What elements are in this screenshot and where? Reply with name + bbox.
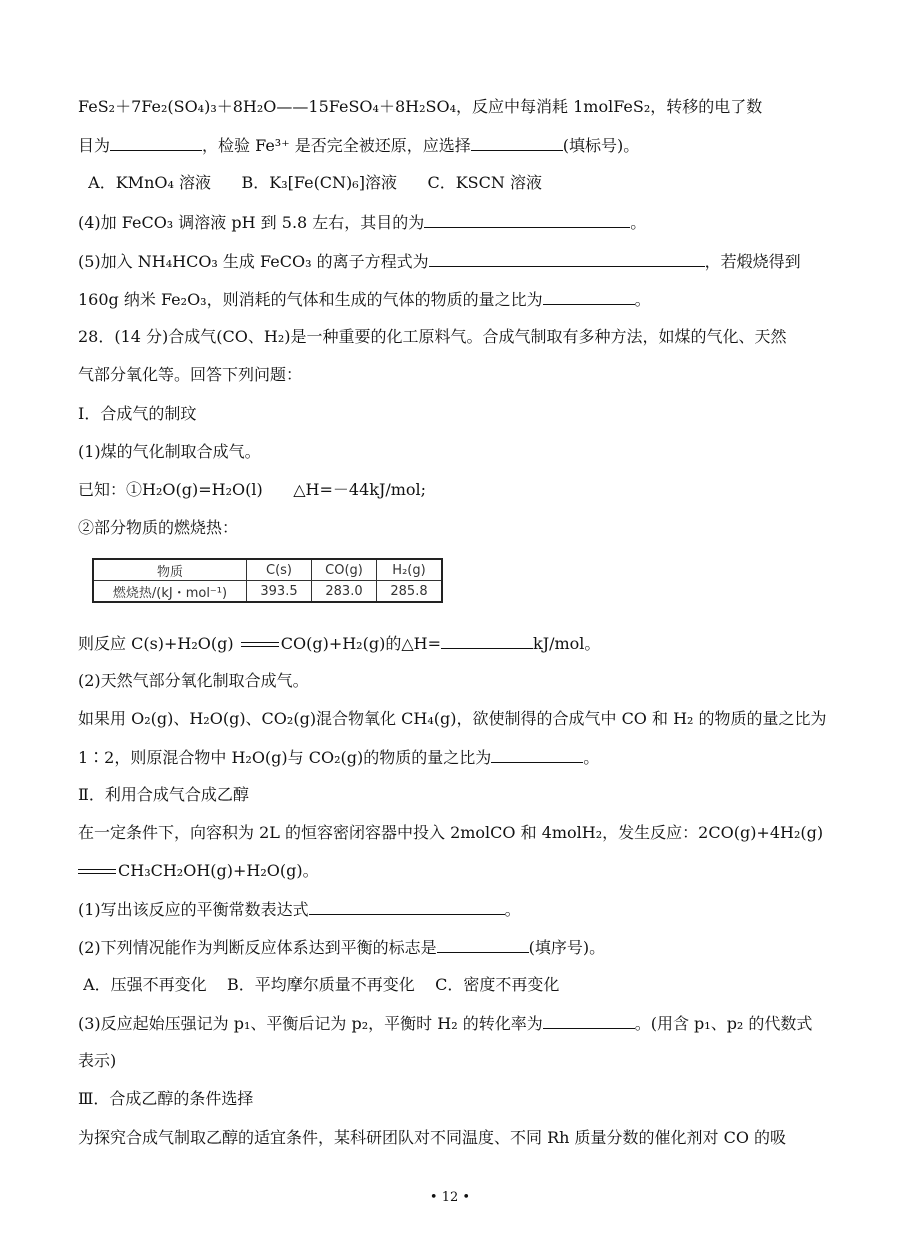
section-heading-1: I．合成气的制玟	[78, 404, 197, 423]
text-line-2	[78, 134, 639, 157]
given-data: 已知：①H₂O(g)=H₂O(l) △H=－44kJ/mol;	[78, 480, 427, 499]
table-cell: 物质	[93, 559, 247, 581]
equilibrium-arrow-icon	[78, 868, 116, 876]
text-segment: 。	[504, 900, 521, 919]
text-segment: CH₃CH₂OH(g)+H₂O(g)。	[118, 861, 319, 880]
page-number: • 12 •	[429, 1190, 471, 1205]
text-segment: (1)写出该反应的平衡常数表达式	[78, 900, 309, 919]
table-cell: 285.8	[377, 581, 443, 603]
question-5	[78, 250, 801, 273]
given-data-2: ②部分物质的燃烧热：	[78, 518, 239, 537]
subquestion-ii-2	[78, 936, 605, 959]
answer-blank[interactable]	[471, 134, 563, 151]
section-heading-2: Ⅱ．利用合成气合成乙醇	[78, 785, 249, 804]
subquestion-2: (2)天然气部分氧化制取合成气。	[78, 671, 309, 690]
question-text: 如果用 O₂(g)、H₂O(g)、CO₂(g)混合物氧化 CH₄(g)，欲使制得的合成气中 CO 和 H₂ 的物质的量之比为	[78, 709, 827, 728]
table-header-row	[93, 559, 442, 581]
table-cell: 283.0	[312, 581, 377, 603]
question-4	[78, 211, 646, 234]
answer-blank[interactable]	[424, 211, 630, 228]
table-row	[93, 581, 442, 603]
text-segment: 。	[583, 748, 600, 767]
subquestion-ii-3-cont: 表示)	[78, 1051, 117, 1070]
question-text: 在一定条件下，向容积为 2L 的恒容密闭容器中投入 2molCO 和 4molH₂，发生反应：2CO(g)+4H₂(g)	[78, 823, 824, 842]
text-segment: (3)反应起始压强记为 p₁、平衡后记为 p₂，平衡时 H₂ 的转化率为	[78, 1014, 543, 1033]
subquestion-1: (1)煤的气化制取合成气。	[78, 442, 261, 461]
answer-blank[interactable]	[491, 746, 583, 763]
text-segment: CO(g)+H₂(g)的△H=	[280, 634, 441, 653]
text-segment: 160g 纳米 Fe₂O₃，则消耗的气体和生成的气体的物质的量之比为	[78, 290, 543, 309]
text-segment: 1∶2，则原混合物中 H₂O(g)与 CO₂(g)的物质的量之比为	[78, 748, 492, 767]
reaction-enthalpy-question	[78, 632, 600, 655]
answer-blank[interactable]	[110, 134, 202, 151]
text-line-1: FeS₂＋7Fe₂(SO₄)₃＋8H₂O——15FeSO₄＋8H₂SO₄，反应中每消耗 1molFeS₂，转移的电了数	[78, 97, 763, 116]
question-text: 为探究合成气制取乙醇的适宜条件，某科研团队对不同温度、不同 Rh 质量分数的催化剂对 CO 的吸	[78, 1128, 787, 1147]
text-segment: (4)加 FeCO₃ 调溶液 pH 到 5.8 左右，其目的为	[78, 213, 425, 232]
answer-blank[interactable]	[309, 898, 505, 915]
combustion-heat-table	[92, 558, 443, 603]
question-5-cont	[78, 288, 651, 311]
text-segment: 。	[634, 290, 651, 309]
reaction-equation	[78, 860, 319, 882]
answer-blank[interactable]	[543, 1012, 635, 1029]
answer-blank[interactable]	[543, 288, 635, 305]
section-heading-3: Ⅲ．合成乙醇的条件选择	[78, 1089, 254, 1108]
table-cell: H₂(g)	[377, 559, 443, 581]
text-segment: (5)加入 NH₄HCO₃ 生成 FeCO₃ 的离子方程式为	[78, 252, 429, 271]
equilibrium-arrow-icon	[241, 641, 279, 649]
text-segment: 。(用含 p₁、p₂ 的代数式	[634, 1014, 813, 1033]
table-cell: 燃烧热/(kJ・mol⁻¹)	[93, 581, 247, 603]
table-cell: CO(g)	[312, 559, 377, 581]
ratio-question	[78, 746, 599, 769]
options-line-1: A．KMnO₄ 溶液 B．K₃[Fe(CN)₆]溶液 C．KSCN 溶液	[78, 173, 542, 192]
text-segment: (填序号)。	[528, 938, 606, 957]
subquestion-ii-1	[78, 898, 521, 921]
text-segment: 。	[630, 213, 647, 232]
table-cell: C(s)	[247, 559, 312, 581]
subquestion-ii-3	[78, 1012, 812, 1035]
answer-blank[interactable]	[441, 632, 533, 649]
options-line-2: A．压强不再变化 B．平均摩尔质量不再变化 C．密度不再变化	[78, 975, 560, 994]
text-segment: 目为	[78, 136, 111, 155]
text-segment: (2)下列情况能作为判断反应体系达到平衡的标志是	[78, 938, 437, 957]
question-28-intro-cont: 气部分氧化等。回答下列问题：	[78, 365, 303, 384]
text-segment: kJ/mol。	[533, 634, 601, 653]
text-segment: ，检验 Fe³⁺ 是否完全被还原，应选择	[202, 136, 471, 155]
table-cell: 393.5	[247, 581, 312, 603]
text-segment: (填标号)。	[562, 136, 640, 155]
answer-blank[interactable]	[437, 936, 529, 953]
question-28-intro: 28．(14 分)合成气(CO、H₂)是一种重要的化工原料气。合成气制取有多种方法，如煤的气化、天然	[78, 327, 787, 346]
text-segment: ，若煅烧得到	[704, 252, 801, 271]
answer-blank[interactable]	[429, 250, 705, 267]
text-segment: 则反应 C(s)+H₂O(g)	[78, 634, 239, 653]
